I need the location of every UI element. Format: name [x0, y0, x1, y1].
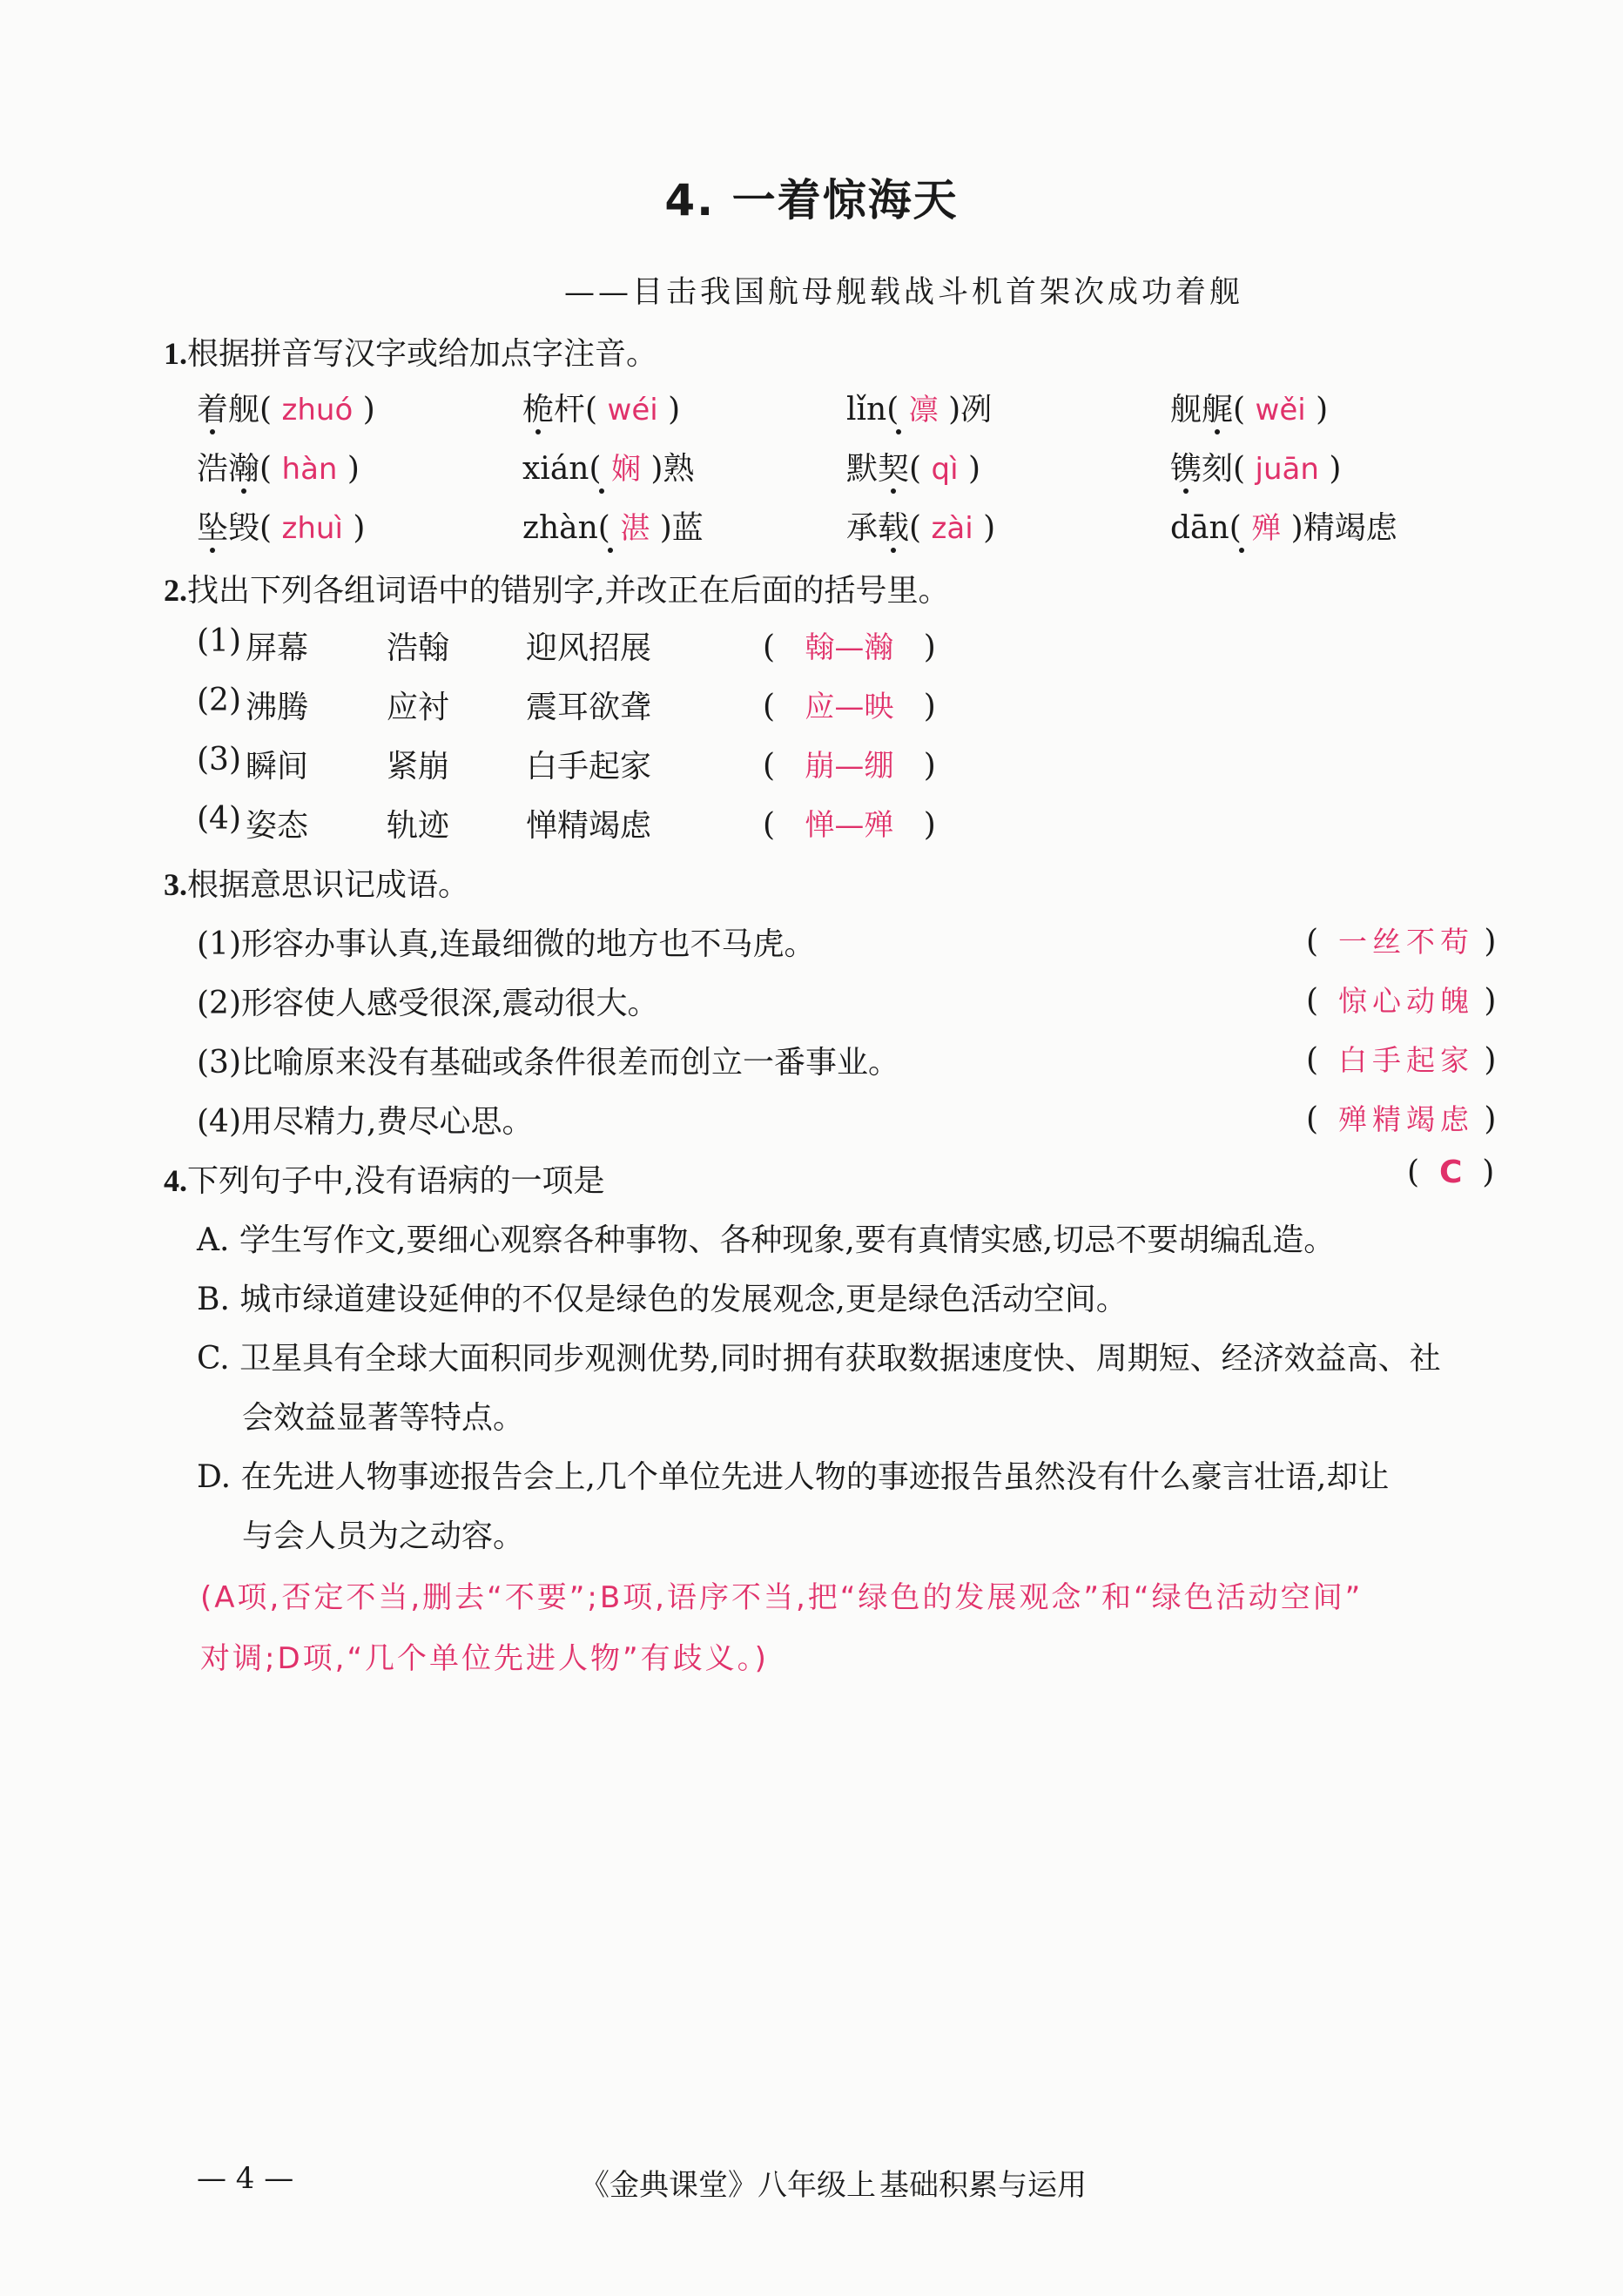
q1-item [197, 444, 360, 488]
q2-correction: 崩—绷 [805, 749, 894, 784]
q2-answer-bracket: ( 惮—殚 ) [763, 807, 936, 843]
q1-item [197, 503, 365, 548]
q1-item-answer: 凛 [908, 393, 939, 428]
q2-row-number: (3) [197, 742, 241, 778]
q1-item [846, 444, 980, 488]
q1-item-answer: hàn [281, 452, 338, 487]
q1-item-close: )熟 [650, 451, 695, 487]
q1-item-prefix: xián( [522, 451, 602, 487]
q1-item-suffix: ( [909, 451, 922, 487]
q3-idiom-answer: 白手起家 [1337, 1043, 1474, 1077]
q1-item-answer: zhuó [281, 393, 354, 428]
q2-answer-bracket: ( 崩—绷 ) [763, 748, 936, 784]
q4-option-c-line2: 会效益显著等特点。 [242, 1400, 525, 1436]
q3-answer-bracket: ( 惊心动魄 ) [1306, 983, 1497, 1019]
question-4-heading: 4.下列句子中,没有语病的一项是 [164, 1163, 605, 1199]
q2-word-3: 白手起家 [526, 749, 652, 784]
q1-item-prefix: 默 [846, 451, 879, 487]
q2-word-2: 应衬 [387, 690, 450, 725]
q1-item-answer: juān [1255, 452, 1319, 487]
q2-word-3: 惮精竭虑 [526, 808, 652, 844]
q1-item-dotted-char: 镌 [1170, 451, 1202, 487]
q1-item-answer: 湛 [620, 511, 650, 546]
q1-item-answer: 娴 [610, 452, 641, 487]
q1-item-dotted-char: 桅 [522, 392, 555, 428]
q4-explanation-line2: 对调;D项,“几个单位先进人物”有歧义。) [200, 1641, 769, 1676]
q1-item-dotted-char: 载 [878, 510, 910, 546]
q1-item-dotted-char: 坠 [197, 510, 229, 546]
q1-item-dotted-char: 瀚 [228, 451, 260, 487]
q1-item [522, 385, 680, 429]
lesson-subtitle: ——目击我国航母舰载战斗机首架次成功着舰 [564, 275, 1244, 310]
q1-item-close: ) [968, 451, 981, 487]
q3-idiom-answer: 殚精竭虑 [1337, 1102, 1474, 1136]
q1-item-close: )冽 [948, 392, 993, 428]
q1-item [1170, 503, 1397, 548]
q4-option-a: A. 学生写作文,要细心观察各种事物、各种现象,要有真情实感,切忌不要胡编乱造。 [197, 1222, 1336, 1258]
book-title: 《金典课堂》八年级上 [580, 2168, 876, 2203]
q2-word-3: 迎风招展 [526, 630, 652, 666]
q1-item-prefix: 舰 [1170, 392, 1202, 428]
q2-word-3: 震耳欲聋 [526, 690, 652, 725]
question-2-heading: 2.找出下列各组词语中的错别字,并改正在后面的括号里。 [164, 573, 950, 609]
q2-correction: 应—映 [805, 690, 894, 724]
q3-answer-bracket: ( 殚精竭虑 ) [1306, 1101, 1497, 1137]
q1-item-answer: wěi [1255, 393, 1306, 428]
q1-item-close: ) [668, 392, 681, 428]
q2-word-1: 屏幕 [246, 630, 309, 666]
q1-item-prefix: dān( [1170, 510, 1242, 546]
question-3-heading: 3.根据意思识记成语。 [164, 867, 470, 903]
q4-explanation-line1: (A项,否定不当,删去“不要”;B项,语序不当,把“绿色的发展观念”和“绿色活动空间” [200, 1580, 1364, 1615]
q1-item [846, 503, 995, 548]
q1-item-suffix: 舰( [228, 392, 273, 428]
q2-correction: 惮—殚 [805, 808, 894, 843]
q2-row-number: (4) [197, 801, 241, 837]
q1-item-close: ) [353, 510, 366, 546]
q4-option-c-line1: C. 卫星具有全球大面积同步观测优势,同时拥有获取数据速度快、周期短、经济效益高、社 [197, 1341, 1441, 1377]
q2-answer-bracket: ( 应—映 ) [763, 689, 936, 724]
q1-item-suffix: 毁( [228, 510, 273, 546]
q1-item [522, 503, 704, 548]
q1-item-answer: 殚 [1251, 511, 1282, 546]
q3-idiom-answer: 一丝不苟 [1337, 925, 1474, 959]
page-number: — 4 — [197, 2161, 294, 2196]
q4-answer: C [1438, 1155, 1463, 1190]
q1-item-suffix: ( [909, 510, 922, 546]
q3-definition: (1)形容办事认真,连最细微的地方也不马虎。 [197, 926, 816, 962]
q2-word-1: 沸腾 [246, 690, 309, 725]
q1-item-dotted-char: 契 [878, 451, 910, 487]
q4-option-b: B. 城市绿道建设延伸的不仅是绿色的发展观念,更是绿色活动空间。 [197, 1282, 1128, 1317]
q1-item-answer: zài [931, 511, 973, 546]
q1-item [1170, 444, 1341, 488]
q2-word-2: 浩翰 [387, 630, 450, 666]
q1-item-close: )蓝 [659, 510, 704, 546]
q1-item-dotted-char: 着 [197, 392, 229, 428]
q1-item-close: ) [983, 510, 996, 546]
q1-item-suffix: ( [259, 451, 273, 487]
q1-item-prefix: lǐn( [846, 392, 899, 428]
q1-item-answer: zhuì [281, 511, 343, 546]
question-1-heading: 1.根据拼音写汉字或给加点字注音。 [164, 336, 658, 372]
q1-item-dotted-char: 艉 [1202, 392, 1234, 428]
q4-answer-bracket: ( C ) [1407, 1155, 1495, 1190]
section-name: 基础积累与运用 [879, 2168, 1087, 2203]
q1-item-prefix: 承 [846, 510, 879, 546]
q3-definition: (2)形容使人感受很深,震动很大。 [197, 986, 659, 1021]
q2-word-2: 轨迹 [387, 808, 450, 844]
q3-answer-bracket: ( 一丝不苟 ) [1306, 924, 1497, 959]
q1-item-suffix: 刻( [1202, 451, 1246, 487]
q2-correction: 翰—瀚 [805, 630, 894, 665]
q2-answer-bracket: ( 翰—瀚 ) [763, 630, 936, 665]
q1-item-close: ) [362, 392, 375, 428]
q3-idiom-answer: 惊心动魄 [1337, 984, 1474, 1018]
q4-option-d-line1: D. 在先进人物事迹报告会上,几个单位先进人物的事迹报告虽然没有什么豪言壮语,却让 [197, 1459, 1390, 1495]
q2-row-number: (2) [197, 683, 241, 718]
q1-item-close: ) [347, 451, 360, 487]
q1-item-prefix: 浩 [197, 451, 229, 487]
q1-item-close: ) [1316, 392, 1329, 428]
q3-definition: (4)用尽精力,费尽心思。 [197, 1104, 534, 1140]
q1-item [846, 385, 992, 429]
q3-definition: (3)比喻原来没有基础或条件很差而创立一番事业。 [197, 1045, 899, 1081]
q1-item [197, 385, 375, 429]
q2-word-1: 姿态 [246, 808, 309, 844]
q1-item [522, 444, 694, 488]
q1-item-close: ) [1329, 451, 1342, 487]
q3-answer-bracket: ( 白手起家 ) [1306, 1042, 1497, 1078]
q2-word-1: 瞬间 [246, 749, 309, 784]
q2-row-number: (1) [197, 623, 241, 659]
q1-item-answer: wéi [607, 393, 658, 428]
q4-option-d-line2: 与会人员为之动容。 [242, 1518, 525, 1554]
q1-item-close: )精竭虑 [1290, 510, 1397, 546]
q1-item-suffix: ( [1233, 392, 1246, 428]
q1-item-suffix: 杆( [554, 392, 598, 428]
q1-item-answer: qì [931, 452, 959, 487]
lesson-title: 4. 一着惊海天 [664, 175, 959, 226]
q1-item [1170, 385, 1328, 429]
q1-item-prefix: zhàn( [522, 510, 610, 546]
q2-word-2: 紧崩 [387, 749, 450, 784]
